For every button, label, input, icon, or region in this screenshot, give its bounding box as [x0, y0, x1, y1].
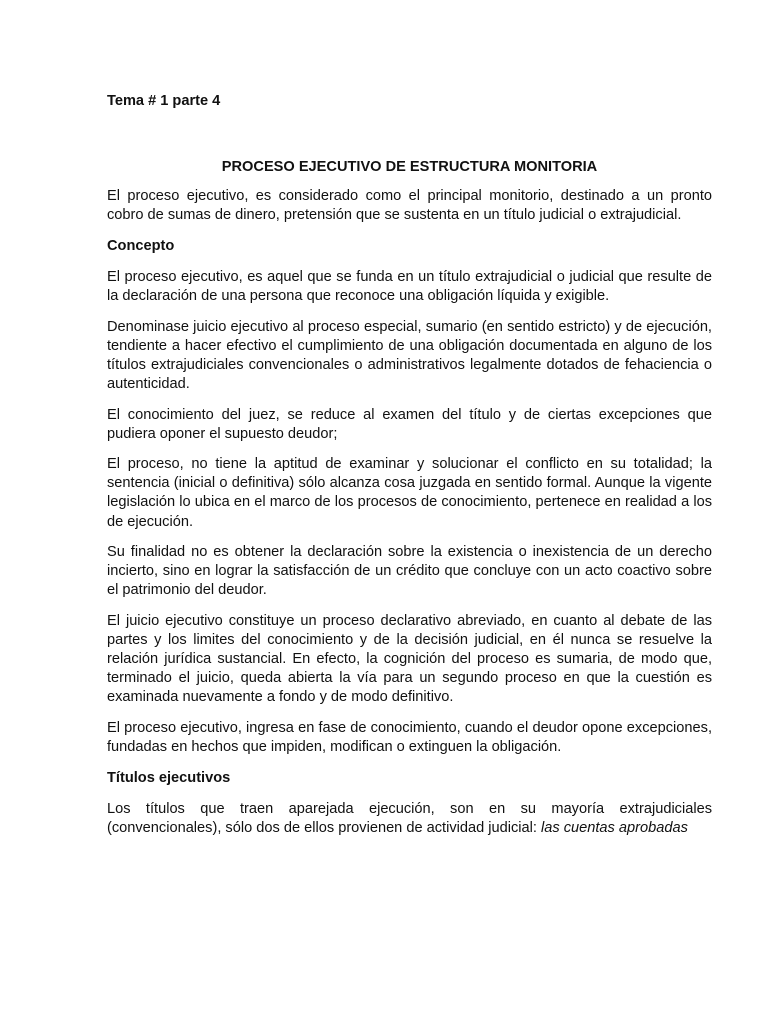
section-heading-titulos: Títulos ejecutivos — [107, 770, 231, 787]
paragraph-text: Los títulos que traen aparejada ejecución, son en su mayoría extrajudiciales (convencionales), sólo dos de ellos provienen de actividad judicial: — [107, 800, 712, 836]
paragraph-italic-text: las cuentas aprobadas — [541, 819, 688, 836]
paragraph: El conocimiento del juez, se reduce al examen del título y de ciertas excepciones que pudiera oponer el supuesto deudor; — [107, 406, 712, 442]
paragraph: El proceso ejecutivo, es aquel que se funda en un título extrajudicial o judicial que resulte de la declaración de una persona que reconoce una obligación líquida y exigible. — [107, 268, 712, 305]
paragraph: El juicio ejecutivo constituye un proceso declarativo abreviado, en cuanto al debate de las partes y los limites del conocimiento y de la decisión judicial, en él nunca se resuelve la relación jurídica sustancial. En efecto, la cognición del proceso es sumaria, de modo que, terminado el juicio, queda abierta la vía para un segundo proceso en que la cuestión es examinada nuevamente a fondo y de modo definitivo. — [107, 612, 712, 706]
paragraph-titulos — [107, 800, 712, 838]
intro-paragraph: El proceso ejecutivo, es considerado como el principal monitorio, destinado a un pronto cobro de sumas de dinero, pretensión que se sustenta en un título judicial o extrajudicial. — [107, 188, 712, 224]
topic-label: Tema # 1 parte 4 — [107, 93, 221, 109]
paragraph: El proceso, no tiene la aptitud de examinar y solucionar el conflicto en su totalidad; la sentencia (inicial o definitiva) sólo alcanza cosa juzgada en sentido formal. Aunque la vigente legislación lo ubica en el marco de los procesos de conocimiento, pertenece en realidad a los de ejecución. — [107, 456, 712, 530]
paragraph: El proceso ejecutivo, ingresa en fase de conocimiento, cuando el deudor opone excepciones, fundadas en hechos que impiden, modifican o extinguen la obligación. — [107, 719, 712, 755]
document-body — [107, 92, 712, 838]
paragraph: Denominase juicio ejecutivo al proceso especial, sumario (en sentido estricto) y de ejecución, tendiente a hacer efectivo el cumplimiento de una obligación documentada en alguno de los títulos extrajudiciales convencionales o administrativos legalmente dotados de fehaciencia o autenticidad. — [107, 318, 712, 392]
document-title: PROCESO EJECUTIVO DE ESTRUCTURA MONITORIA — [221, 159, 598, 176]
section-heading-concepto: Concepto — [107, 238, 175, 255]
paragraph: Su finalidad no es obtener la declaración sobre la existencia o inexistencia de un derecho incierto, sino en lograr la satisfacción de un crédito que concluye con un acto coactivo sobre el patrimonio del deudor. — [107, 544, 712, 599]
